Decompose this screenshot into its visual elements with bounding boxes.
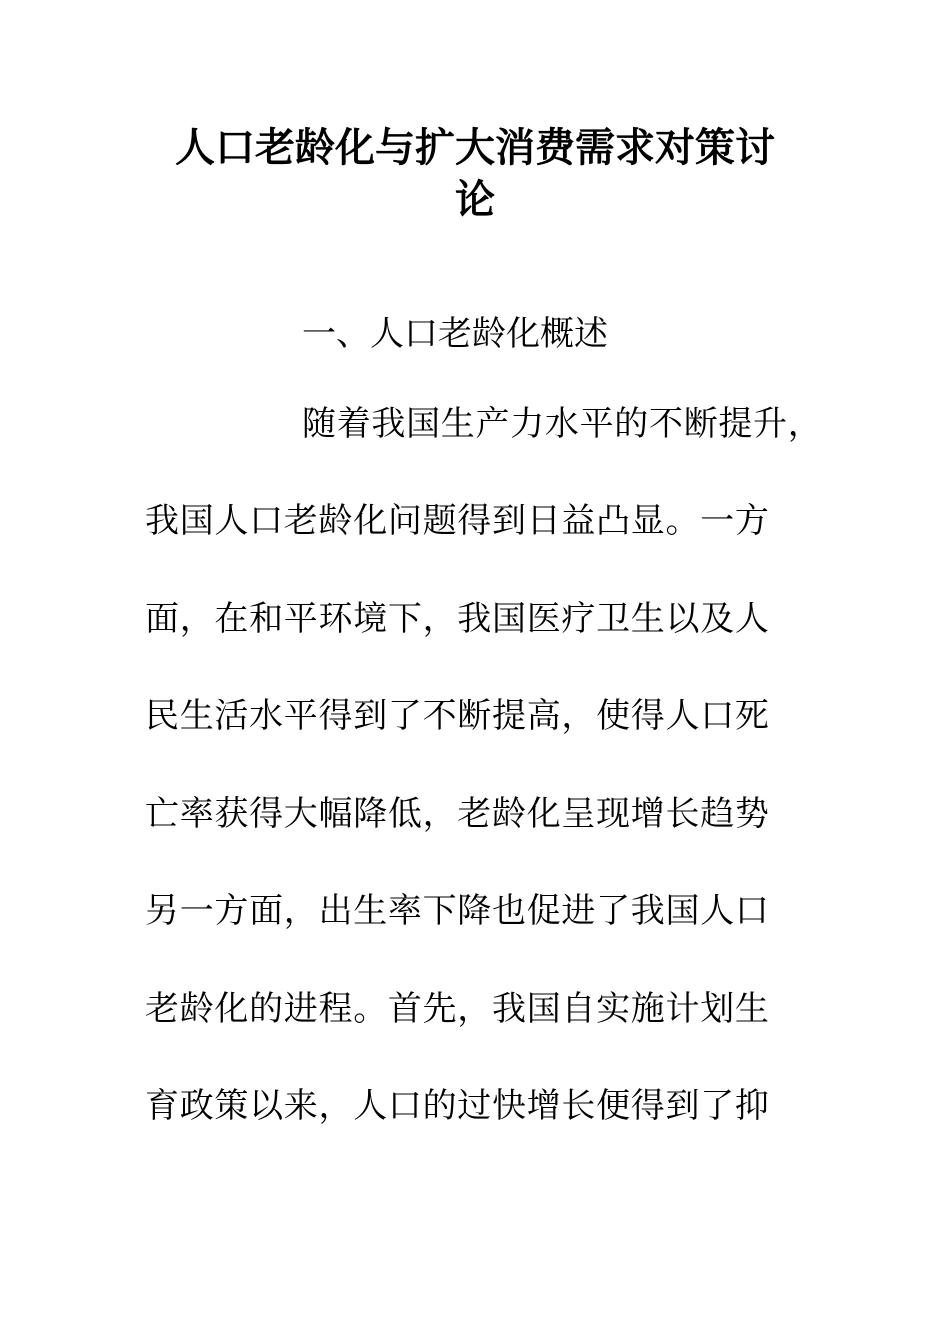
body-line-1: 随着我国生产力水平的不断提升， <box>302 404 823 444</box>
body-line-7: 老龄化的进程。首先，我国自实施计划生 <box>145 989 770 1029</box>
body-line-4: 民生活水平得到了不断提高，使得人口死 <box>145 696 770 736</box>
body-line-2: 我国人口老龄化问题得到日益凸显。一方 <box>145 501 770 541</box>
section-heading: 一、人口老龄化概述 <box>302 314 608 354</box>
body-line-5: 亡率获得大幅降低，老龄化呈现增长趋势 <box>145 794 770 834</box>
body-line-8: 育政策以来，人口的过快增长便得到了抑 <box>145 1086 770 1126</box>
title-line-2: 论 <box>455 177 495 223</box>
body-line-3: 面，在和平环境下，我国医疗卫生以及人 <box>145 599 770 639</box>
document-title <box>110 122 840 226</box>
body-line-6: 另一方面，出生率下降也促进了我国人口 <box>145 891 770 931</box>
title-line-1: 人口老龄化与扩大消费需求对策讨 <box>175 125 775 171</box>
